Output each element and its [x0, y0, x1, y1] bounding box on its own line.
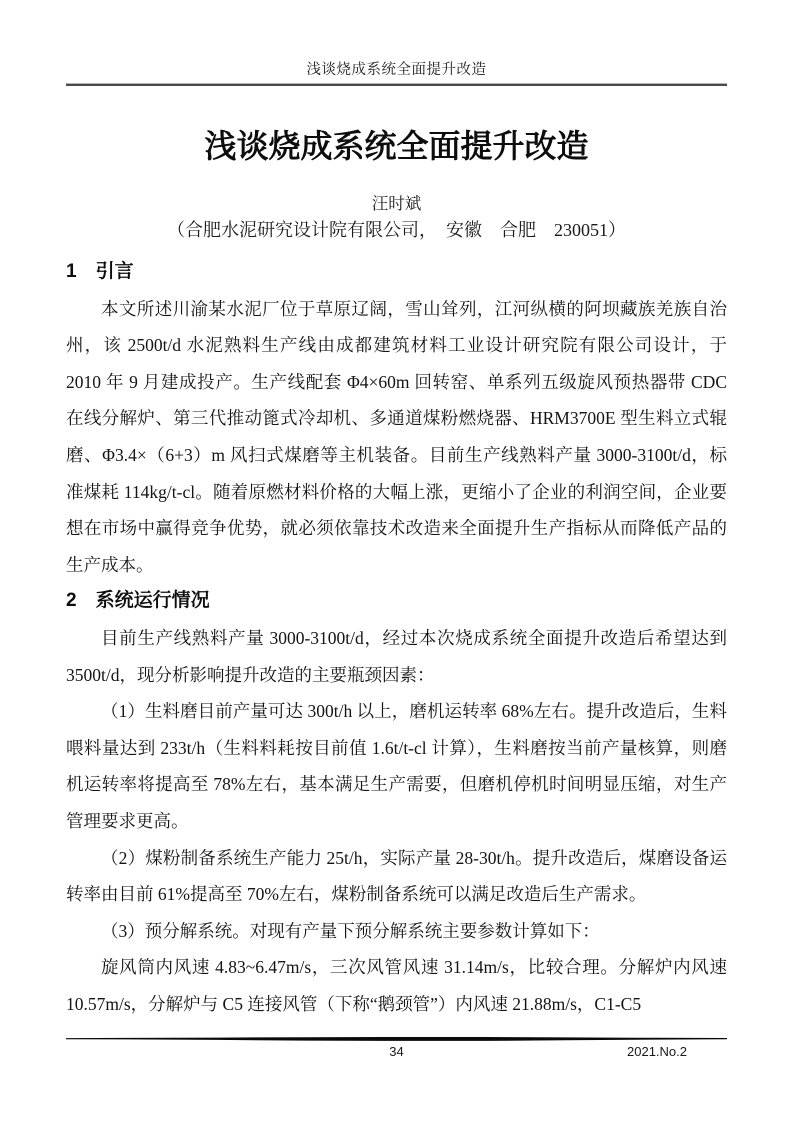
author-affiliation: （合肥水泥研究设计院有限公司， 安徽 合肥 230051）	[167, 220, 626, 240]
section-heading-system-operation: 2 系统运行情况	[66, 590, 210, 612]
page-number: 34	[389, 1044, 404, 1059]
issue-label: 2021.No.2	[627, 1044, 687, 1059]
section-heading-introduction: 1 引言	[66, 261, 134, 282]
document-body	[66, 254, 727, 1022]
header-rule	[66, 83, 727, 86]
paragraph-precalciner-intro: （3）预分解系统。对现有产量下预分解系统主要参数计算如下：	[101, 920, 600, 941]
author-name: 汪时斌	[371, 194, 422, 213]
running-header: 浅谈烧成系统全面提升改造	[306, 62, 487, 78]
paragraph-wind-speeds: 旋风筒内风速 4.83~6.47m/s，三次风管风速 31.14m/s，比较合理。分解炉内风速 10.57m/s，分解炉与 C5 连接风管（下称“鹅颈管”）内风速 21.88m/s，C1-C5	[66, 957, 727, 1014]
footer-rule	[66, 1035, 727, 1043]
document-title: 浅谈烧成系统全面提升改造	[204, 128, 589, 164]
paragraph-system-overview: 目前生产线熟料产量 3000-3100t/d，经过本次烧成系统全面提升改造后希望达到 3500t/d，现分析影响提升改造的主要瓶颈因素：	[66, 627, 727, 685]
paragraph-introduction: 本文所述川渝某水泥厂位于草原辽阔，雪山耸列，江河纵横的阿坝藏族羌族自治州，该 2500t/d 水泥熟料生产线由成都建筑材料工业设计研究院有限公司设计，于 2010 年 9 月建成投产。生产线配套 Φ4×60m 回转窑、单系列五级旋风预热器带 CDC 在线分解炉、第三代推动篦式冷却机、多通道煤粉燃烧器、HRM3700E 型生料立式辊磨、Φ3.4×（6+3）m 风扫式煤磨等主机装备。目前生产线熟料产量 3000-3100t/d，标准煤耗 114kg/t-cl。随着原燃材料价格的大幅上涨，更缩小了企业的利润空间，企业要想在市场中赢得竞争优势，就必须依靠技术改造来全面提升生产指标从而降低产品的生产成本。	[66, 298, 727, 575]
paragraph-coal-mill: （2）煤粉制备系统生产能力 25t/h，实际产量 28-30t/h。提升改造后，煤磨设备运转率由目前 61%提高至 70%左右，煤粉制备系统可以满足改造后生产需求。	[66, 847, 727, 905]
paragraph-raw-mill: （1）生料磨目前产量可达 300t/h 以上，磨机运转率 68%左右。提升改造后，生料喂料量达到 233t/h（生料料耗按目前值 1.6t/t-cl 计算），生料磨按当前产量核算，则磨机运转率将提高至 78%左右，基本满足生产需要，但磨机停机时间明显压缩，对生产管理要求更高。	[66, 701, 727, 831]
